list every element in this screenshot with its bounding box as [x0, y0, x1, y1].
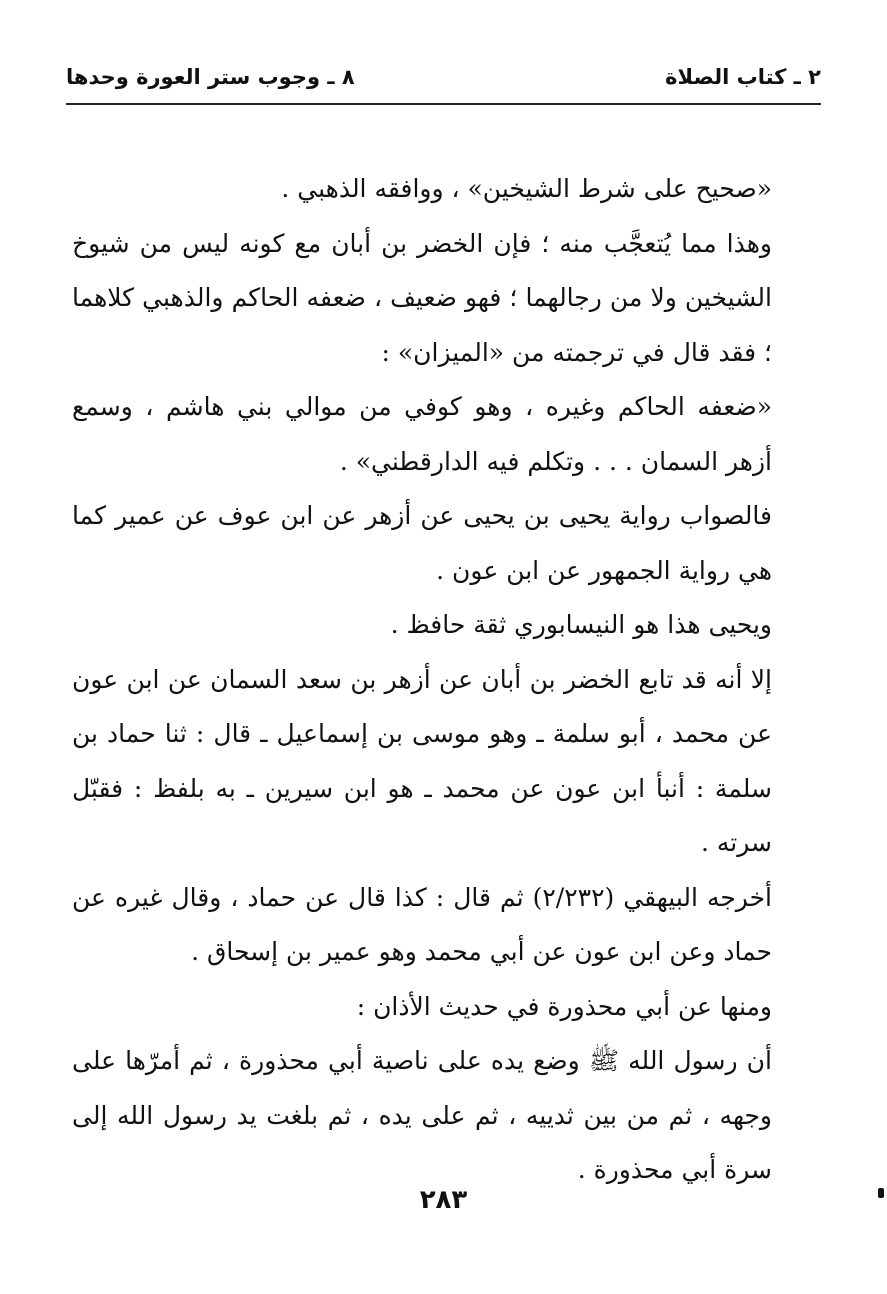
paragraph-hadith-text: أن رسول الله ﷺ وضع يده على ناصية أبي محذورة ، ثم أمرّها على وجهه ، ثم من بين ثدييه ، ثم على يده ، ثم بلغت يد رسول الله إلى سرة أبي محذورة . [72, 1046, 772, 1184]
running-header [66, 60, 821, 100]
header-divider [66, 103, 821, 105]
scan-edge-mark [878, 1188, 884, 1198]
paragraph-corroboration: إلا أنه قد تابع الخضر بن أبان عن أزهر بن سعد السمان عن ابن عون عن محمد ، أبو سلمة ـ وهو موسى بن إسماعيل ـ قال : ثنا حماد بن سلمة : أنبأ ابن عون عن محمد ـ هو ابن سيرين ـ به بلفظ : فقبّل سرته . [72, 664, 772, 857]
paragraph-correct-narration: فالصواب رواية يحيى بن يحيى عن أزهر عن ابن عوف عن عمير كما هي رواية الجمهور عن ابن عون . [72, 501, 772, 585]
paragraph-abu-mahdhura-intro: ومنها عن أبي محذورة في حديث الأذان : [356, 991, 772, 1021]
paragraph-mizan-quote: «ضعفه الحاكم وغيره ، وهو كوفي من موالي بني هاشم ، وسمع أزهر السمان . . . وتكلم فيه الدارقطني» . [72, 392, 772, 476]
chapter-title: ٢ ـ كتاب الصلاة [665, 65, 821, 89]
paragraph-critique: وهذا مما يُتعجَّب منه ؛ فإن الخضر بن أبان مع كونه ليس من شيوخ الشيخين ولا من رجالهما ؛ فهو ضعيف ، ضعفه الحاكم والذهبي كلاهما ؛ فقد قال في ترجمته من «الميزان» : [72, 228, 772, 367]
page-number: ٢٨٣ [419, 1185, 468, 1215]
page-body [72, 162, 820, 1198]
paragraph-bayhaqi: أخرجه البيهقي (٢/٢٣٢) ثم قال : كذا قال عن حماد ، وقال غيره عن حماد وعن ابن عون عن أبي محمد وهو عمير بن إسحاق . [72, 882, 773, 966]
paragraph-quote-authentication: «صحيح على شرط الشيخين» ، ووافقه الذهبي . [281, 174, 772, 203]
paragraph-narrator-note: ويحيى هذا هو النيسابوري ثقة حافظ . [390, 610, 772, 639]
section-title: ٨ ـ وجوب ستر العورة وحدها [66, 65, 355, 89]
